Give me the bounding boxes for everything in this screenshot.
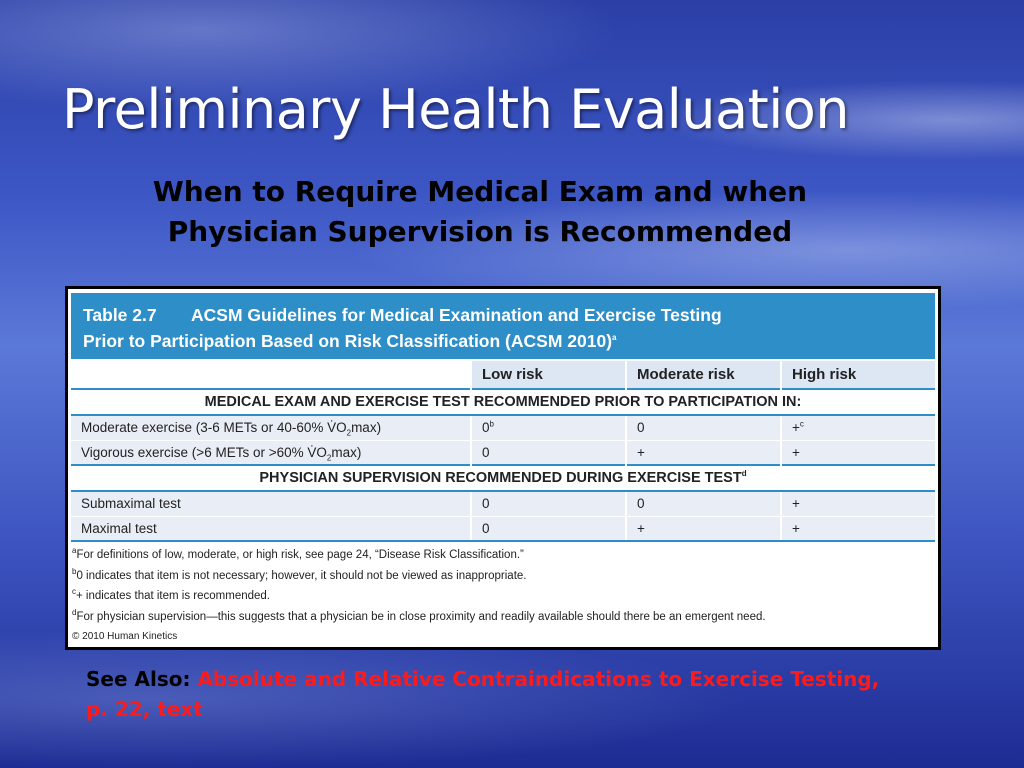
table-row xyxy=(71,516,935,541)
table-caption-line-2 xyxy=(83,328,923,354)
footnote-mark: d xyxy=(72,607,77,617)
row-label xyxy=(71,440,471,465)
copyright-notice: © 2010 Human Kinetics xyxy=(72,631,178,642)
footnote-text: For definitions of low, moderate, or high risk, see page 24, “Disease Risk Classification.” xyxy=(76,549,524,561)
table-title-footnote-mark: a xyxy=(612,333,617,343)
cell-low-risk xyxy=(471,415,626,440)
subtitle-line-1: When to Require Medical Exam and when xyxy=(152,175,808,208)
cell-high-risk: + xyxy=(781,516,935,541)
table-title-line-1: ACSM Guidelines for Medical Examination and Exercise Testing xyxy=(191,305,722,325)
row-label: Submaximal test xyxy=(71,491,471,516)
column-header-low-risk: Low risk xyxy=(471,361,626,389)
cell-low-risk: 0 xyxy=(471,491,626,516)
table-footnotes xyxy=(72,545,932,648)
cell-low-risk: 0 xyxy=(471,516,626,541)
see-also-link[interactable]: Absolute and Relative Contraindications to Exercise Testing, p. 22, text xyxy=(86,667,880,721)
cell-moderate-risk: + xyxy=(626,440,781,465)
section-header-text: PHYSICIAN SUPERVISION RECOMMENDED DURING EXERCISE TEST xyxy=(259,470,742,486)
subtitle-line-2: Physician Supervision is Recommended xyxy=(167,215,793,248)
row-label: Maximal test xyxy=(71,516,471,541)
row-label-suffix: max) xyxy=(331,444,362,460)
footnote-mark: a xyxy=(72,546,77,556)
table-row xyxy=(71,440,935,465)
cell-footnote-mark: b xyxy=(489,419,494,429)
footnote-mark: c xyxy=(72,587,76,597)
table-caption-line-1 xyxy=(83,302,923,328)
table-row xyxy=(71,491,935,516)
row-label-subscript: 2 xyxy=(346,428,352,438)
see-also xyxy=(86,664,886,724)
guidelines-grid xyxy=(71,361,935,542)
table-row xyxy=(71,415,935,440)
row-label xyxy=(71,415,471,440)
see-also-label: See Also: xyxy=(86,667,191,691)
footnote-a xyxy=(72,545,932,566)
cell-moderate-risk: 0 xyxy=(626,415,781,440)
row-label-text: Moderate exercise (3-6 METs or 40-60% V̇O xyxy=(81,420,347,436)
footnote-mark: b xyxy=(72,566,77,576)
footnote-text: + indicates that item is recommended. xyxy=(76,590,270,602)
cell-high-risk xyxy=(781,415,935,440)
column-header-blank xyxy=(71,361,471,389)
cell-moderate-risk: + xyxy=(626,516,781,541)
row-label-subscript: 2 xyxy=(326,453,332,463)
cell-value: + xyxy=(792,420,800,436)
column-header-high-risk: High risk xyxy=(781,361,935,389)
cell-value: 0 xyxy=(482,420,490,436)
section-footnote-mark: d xyxy=(741,469,747,479)
column-header-row xyxy=(71,361,935,389)
table-number: Table 2.7 xyxy=(83,305,157,325)
footnote-text: 0 indicates that item is not necessary; however, it should not be viewed as inappropriate. xyxy=(76,569,527,582)
table-caption xyxy=(71,293,935,359)
cell-footnote-mark: c xyxy=(799,419,804,429)
section-header-medical-exam: MEDICAL EXAM AND EXERCISE TEST RECOMMENDED PRIOR TO PARTICIPATION IN: xyxy=(71,389,935,415)
slide-subtitle xyxy=(60,172,900,252)
section-header-row xyxy=(71,465,935,491)
row-label-suffix: max) xyxy=(351,420,382,436)
section-header-physician-supervision xyxy=(71,465,935,491)
cell-moderate-risk: 0 xyxy=(626,491,781,516)
footnote-b xyxy=(72,566,932,587)
slide-title: Preliminary Health Evaluation xyxy=(62,78,850,141)
section-header-row xyxy=(71,389,935,415)
table-title-line-2: Prior to Participation Based on Risk Classification (ACSM 2010) xyxy=(83,331,613,351)
column-header-moderate-risk: Moderate risk xyxy=(626,361,781,389)
row-label-text: Vigorous exercise (>6 METs or >60% V̇O xyxy=(81,444,327,460)
cell-high-risk: + xyxy=(781,491,935,516)
cell-low-risk: 0 xyxy=(471,440,626,465)
guidelines-table-image xyxy=(65,286,941,650)
cell-high-risk: + xyxy=(781,440,935,465)
footnote-d xyxy=(72,607,932,628)
footnote-text: For physician supervision—this suggests that a physician be in close proximity and readily available should there be an emergent need. xyxy=(76,610,766,623)
footnote-c xyxy=(72,586,932,607)
